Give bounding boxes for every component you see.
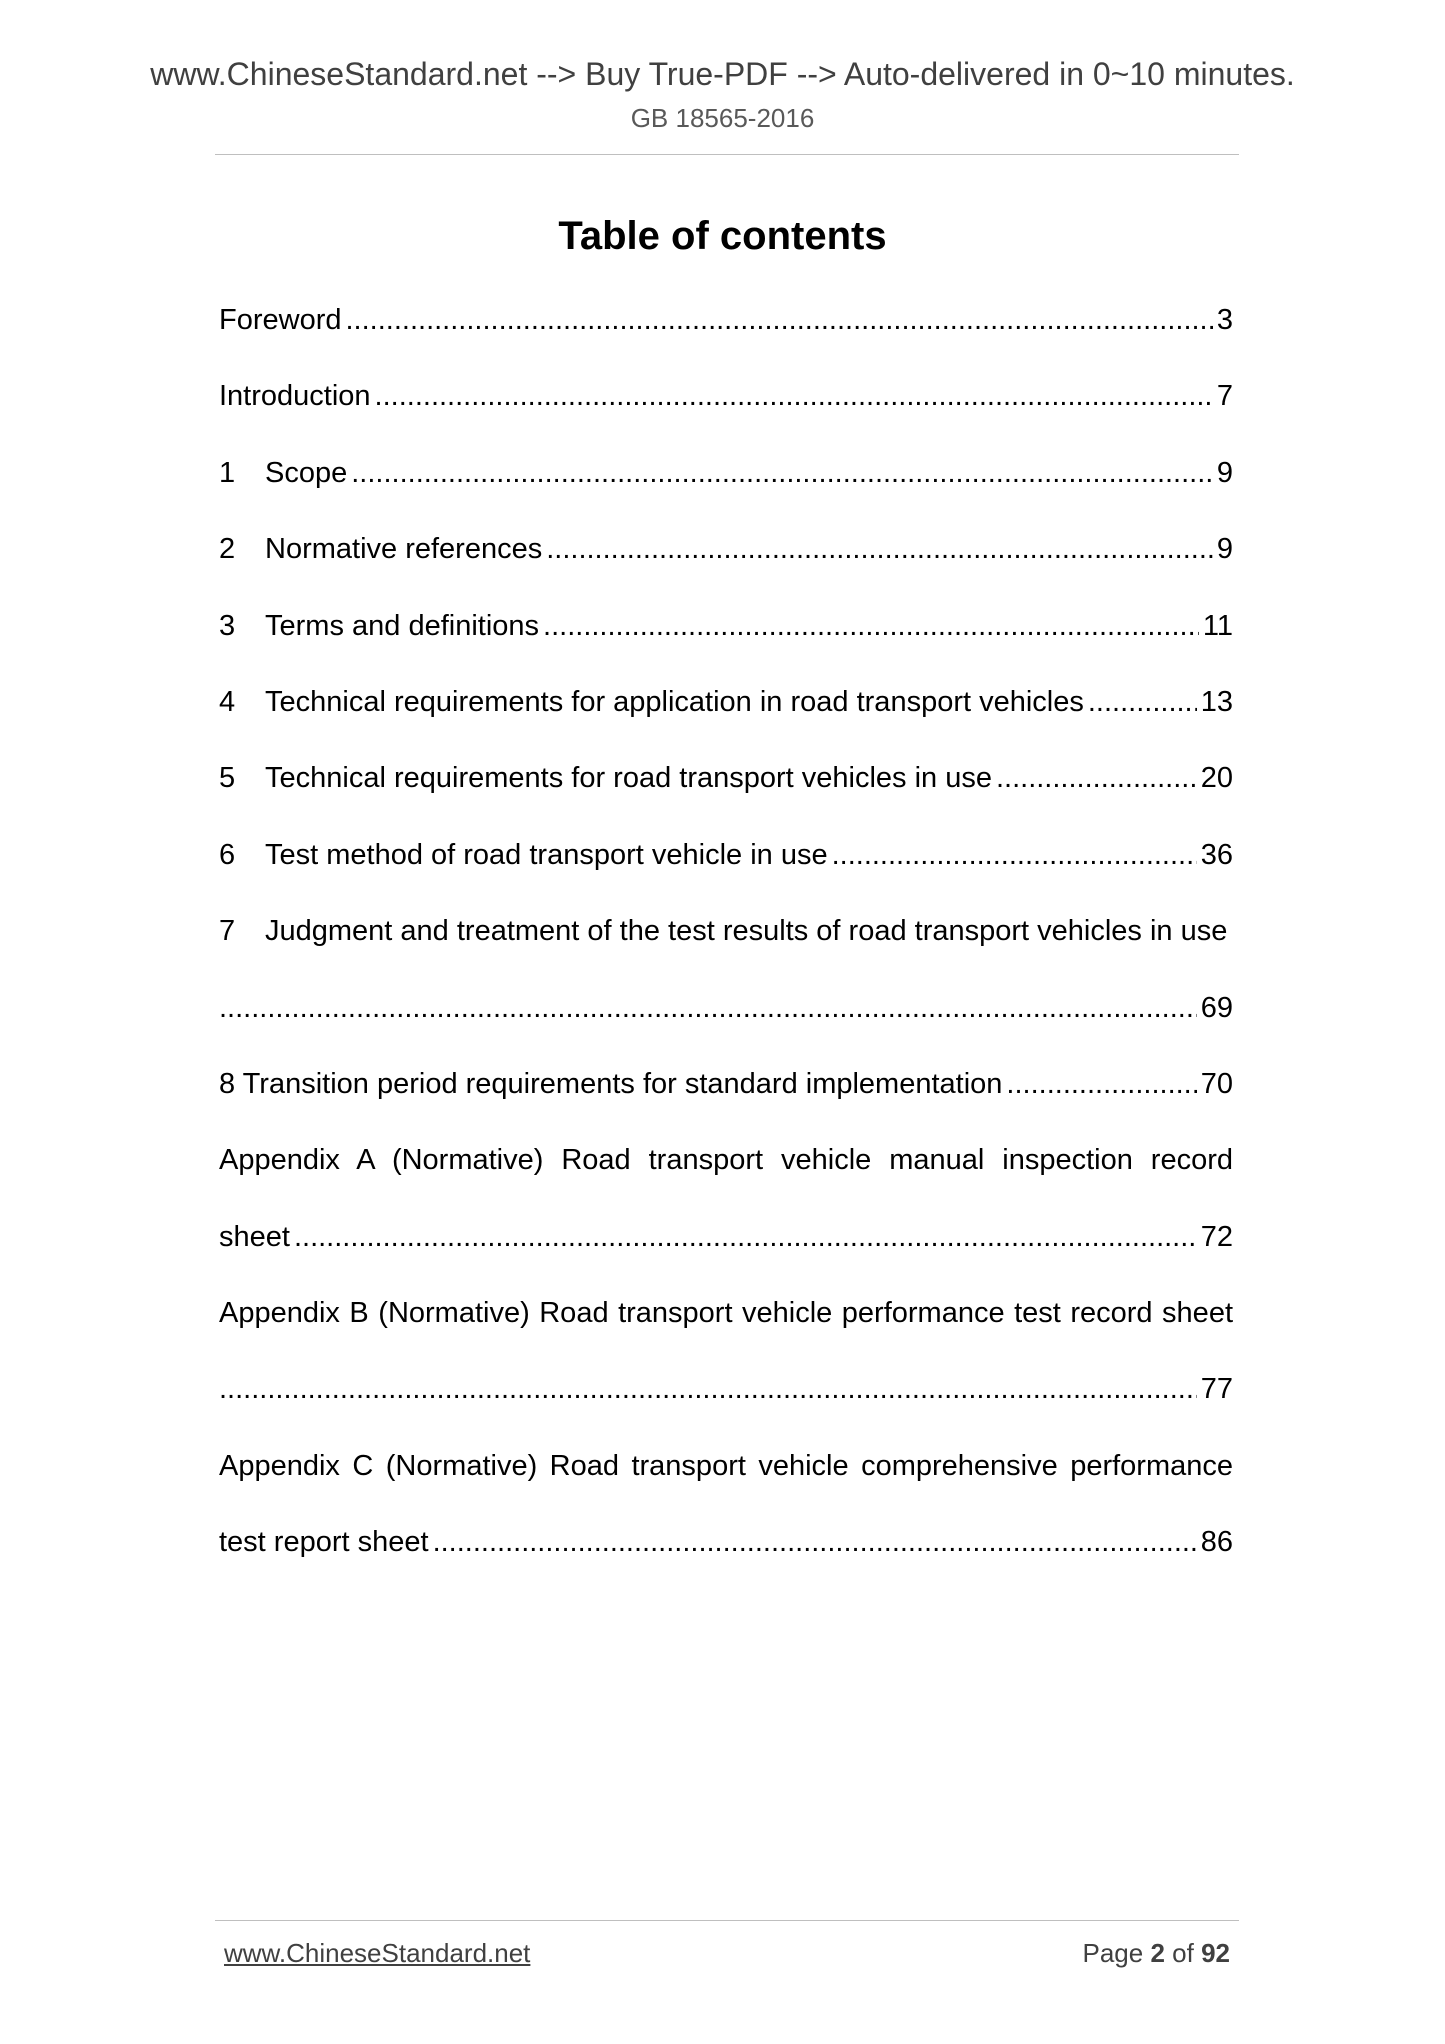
toc-entry-text: Test method of road transport vehicle in use [265,838,828,871]
toc-entry-scope[interactable] [219,435,1233,511]
table-of-contents [219,282,1233,1581]
dot-leader [433,1504,1197,1580]
toc-page-number: 13 [1200,685,1233,718]
toc-section-number: 2 [219,533,236,566]
toc-entry-text: Terms and definitions [265,609,540,642]
toc-entry-technical-requirements-application[interactable] [219,664,1233,740]
page-of: of [1172,1938,1194,1968]
toc-entry-text: Normative references [265,533,543,566]
toc-page-number: 9 [1216,456,1233,489]
toc-entry-text: Introduction [219,380,371,413]
toc-entry-text: Appendix B (Normative) Road transport vehicle performance test record sheet [219,1297,1233,1330]
toc-entry-text: sheet [219,1220,290,1253]
toc-entry-transition-period[interactable] [219,1046,1233,1122]
toc-page-number: 70 [1200,1067,1233,1100]
toc-entry-text: Scope [265,456,348,489]
toc-page-number: 86 [1200,1526,1233,1559]
toc-entry-text: Appendix A (Normative) Road transport vehicle manual inspection record [219,1144,1233,1177]
toc-entry-text: Technical requirements for road transport vehicles in use [265,762,992,795]
toc-page-number: 3 [1216,304,1233,336]
toc-entry-test-method[interactable] [219,817,1233,893]
toc-entry-terms-definitions[interactable] [219,588,1233,664]
total-pages: 92 [1201,1938,1230,1968]
dot-leader [832,817,1197,893]
toc-entry-foreword[interactable] [219,282,1233,358]
toc-entry-text: Foreword [219,304,342,336]
toc-entry-normative-references[interactable] [219,511,1233,587]
toc-entry-judgment-treatment[interactable] [219,893,1233,969]
page-prefix: Page [1082,1938,1144,1968]
toc-page-number: 20 [1200,762,1233,795]
page-title: Table of contents [558,214,887,258]
toc-entry-text: Appendix C (Normative) Road transport vehicle comprehensive performance [219,1449,1233,1482]
dot-leader [294,1199,1197,1275]
toc-entry-appendix-b-leader[interactable] [219,1351,1233,1427]
toc-section-number: 3 [219,609,236,642]
footer-divider [215,1920,1239,1921]
toc-entry-appendix-c[interactable] [219,1428,1233,1504]
page-indicator [1082,1938,1230,1969]
toc-section-number: 6 [219,838,236,871]
dot-leader [543,588,1199,664]
toc-page-number: 9 [1216,533,1233,566]
toc-page-number: 77 [1200,1373,1233,1406]
dot-leader [219,1351,1197,1427]
toc-section-number: 7 [219,915,236,948]
toc-page-number: 36 [1200,838,1233,871]
toc-section-number: 5 [219,762,236,795]
standard-code: GB 18565-2016 [630,103,815,133]
toc-entry-text: 8 Transition period requirements for standard implementation [219,1067,1003,1100]
dot-leader [351,435,1213,511]
toc-entry-text: Technical requirements for application in road transport vehicles [265,685,1084,718]
dot-leader [996,740,1197,816]
dot-leader [346,282,1213,358]
dot-leader [375,358,1213,434]
toc-entry-introduction[interactable] [219,358,1233,434]
toc-entry-appendix-c-cont[interactable] [219,1504,1233,1580]
toc-entry-appendix-a[interactable] [219,1122,1233,1198]
dot-leader [219,970,1197,1046]
toc-entry-appendix-a-cont[interactable] [219,1199,1233,1275]
toc-page-number: 11 [1202,609,1233,642]
toc-page-number: 72 [1200,1220,1233,1253]
header-divider [215,154,1239,155]
dot-leader [546,511,1213,587]
toc-page-number: 7 [1216,380,1233,413]
header-banner: www.ChineseStandard.net --> Buy True-PDF --> Auto-delivered in 0~10 minutes. [150,56,1295,92]
toc-entry-text: test report sheet [219,1526,429,1559]
footer-site-link[interactable]: www.ChineseStandard.net [224,1938,531,1968]
toc-section-number: 1 [219,456,236,489]
toc-section-number: 4 [219,685,236,718]
toc-page-number: 69 [1200,991,1233,1024]
current-page-number: 2 [1150,1938,1165,1968]
toc-entry-appendix-b[interactable] [219,1275,1233,1351]
dot-leader [1088,664,1197,740]
toc-entry-judgment-treatment-leader[interactable] [219,970,1233,1046]
toc-entry-technical-requirements-in-use[interactable] [219,740,1233,816]
toc-entry-text: Judgment and treatment of the test results of road transport vehicles in use [265,915,1228,948]
dot-leader [1006,1046,1196,1122]
